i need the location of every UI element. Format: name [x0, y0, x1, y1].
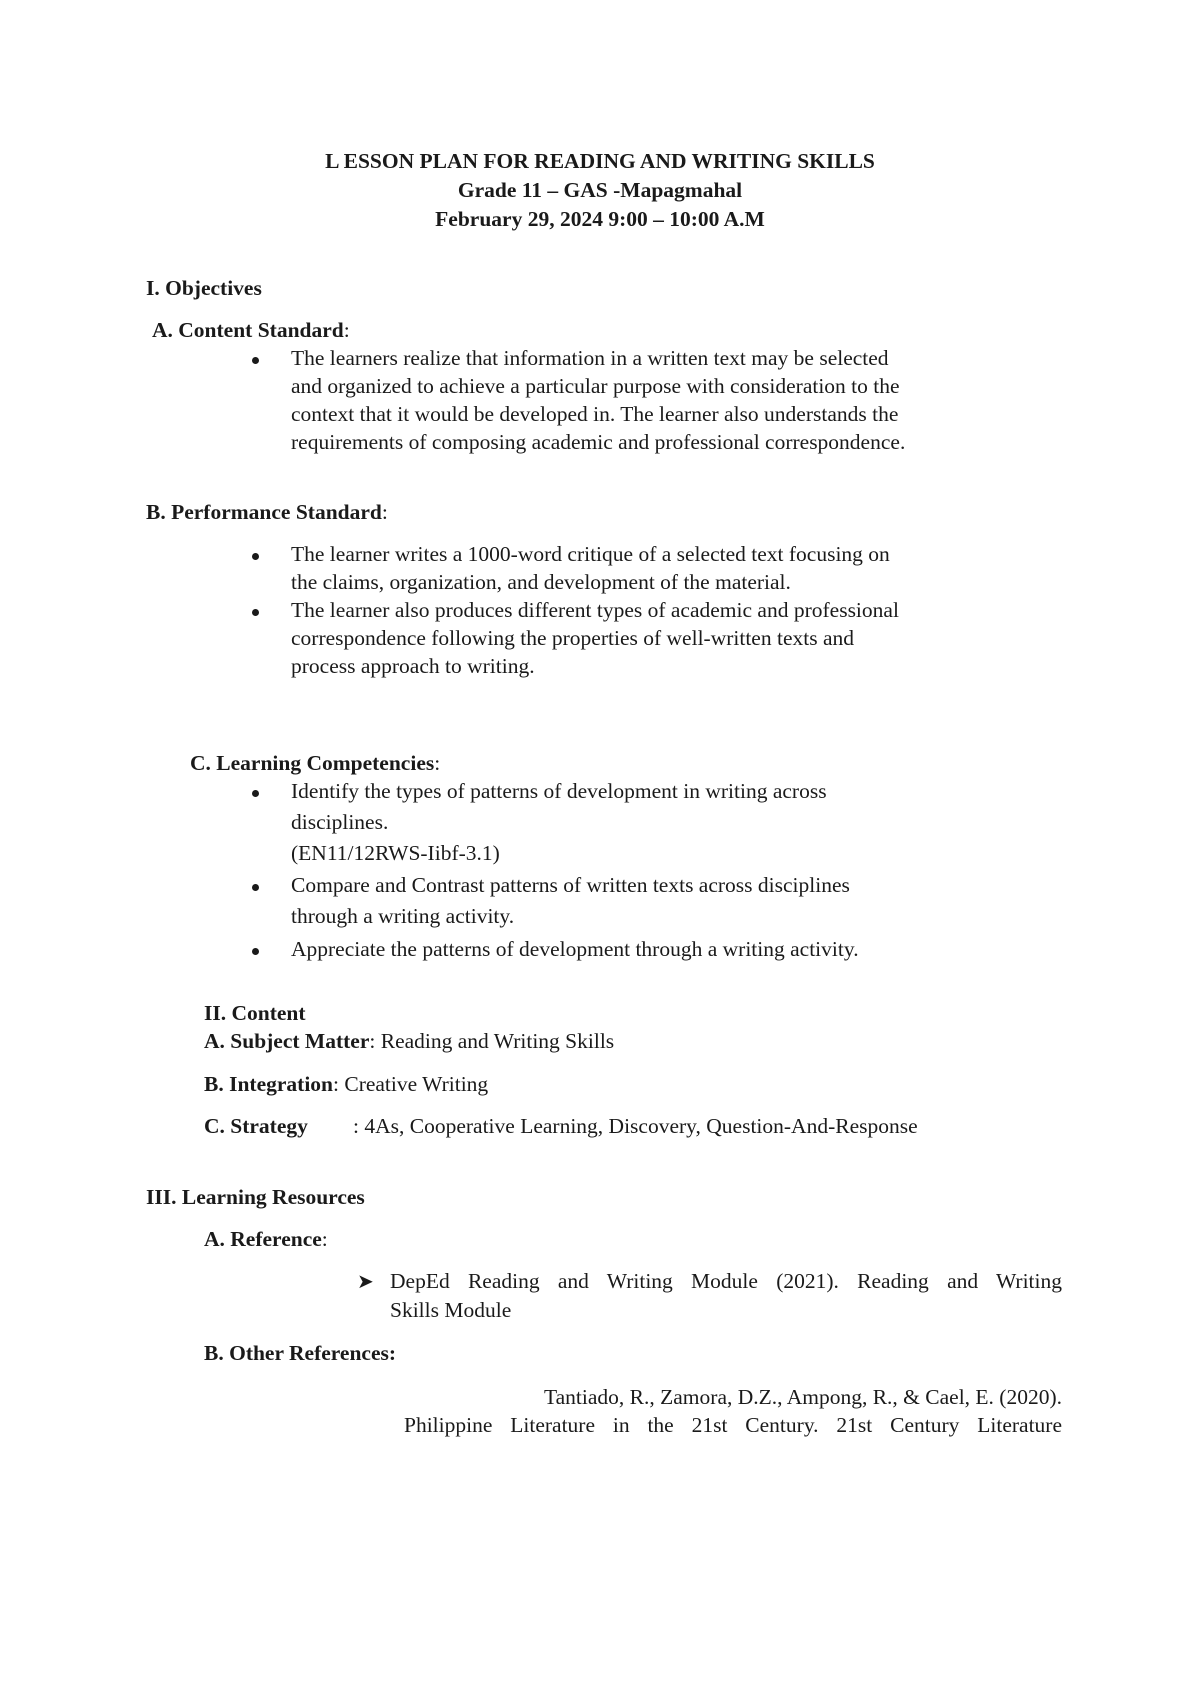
reference-colon: : — [321, 1227, 328, 1251]
filled-circle-bullet-icon — [252, 553, 259, 560]
grade-section: Grade 11 – GAS -Mapagmahal — [457, 178, 743, 202]
integration-label: B. Integration — [204, 1072, 333, 1096]
subject-matter-label: A. Subject Matter — [204, 1029, 370, 1053]
performance-standard-heading — [146, 497, 388, 527]
subject-matter-row — [204, 1026, 614, 1056]
subject-matter-value: : Reading and Writing Skills — [369, 1029, 615, 1053]
content-standard-line: and organized to achieve a particular purpose with consideration to the — [291, 374, 900, 398]
other-reference-line: Tantiado, R., Zamora, D.Z., Ampong, R., & Cael, E. (2020). — [544, 1385, 1062, 1409]
strategy-label: C. Strategy — [204, 1114, 308, 1138]
integration-row — [204, 1069, 488, 1099]
reference-line: DepEd Reading and Writing Module (2021). Reading and Writing — [390, 1269, 1062, 1293]
performance-standard-line: The learner writes a 1000-word critique of a selected text focusing on — [291, 542, 890, 566]
competency-line: Appreciate the patterns of development through a writing activity. — [291, 937, 859, 961]
integration-value: : Creative Writing — [333, 1072, 489, 1096]
document-title: L ESSON PLAN FOR READING AND WRITING SKILLS — [325, 149, 875, 173]
competency-line: Compare and Contrast patterns of written texts across disciplines — [291, 873, 850, 897]
content-standard-line: requirements of composing academic and professional correspondence. — [291, 430, 906, 454]
strategy-row — [204, 1111, 308, 1141]
performance-standard-line: correspondence following the properties of well-written texts and — [291, 626, 854, 650]
content-standard-label: A. Content Standard — [152, 318, 344, 342]
performance-standard-line: the claims, organization, and development of the material. — [291, 570, 791, 594]
filled-circle-bullet-icon — [252, 609, 259, 616]
performance-standard-line: The learner also produces different types of academic and professional — [291, 598, 899, 622]
competency-code: (EN11/12RWS-Iibf-3.1) — [291, 841, 500, 865]
filled-circle-bullet-icon — [252, 357, 259, 364]
content-standard-heading — [152, 315, 350, 345]
learning-competencies-heading — [190, 748, 440, 778]
content-heading: II. Content — [204, 1001, 306, 1025]
lesson-date-time: February 29, 2024 9:00 – 10:00 A.M — [435, 207, 765, 231]
learning-competencies-colon: : — [434, 751, 441, 775]
competency-line: Identify the types of patterns of development in writing across — [291, 779, 827, 803]
competency-line: disciplines. — [291, 810, 389, 834]
competency-line: through a writing activity. — [291, 904, 515, 928]
filled-circle-bullet-icon — [252, 948, 259, 955]
content-standard-line: context that it would be developed in. The learner also understands the — [291, 402, 899, 426]
arrowhead-bullet-icon: ➤ — [357, 1269, 374, 1293]
learning-resources-heading: III. Learning Resources — [146, 1185, 365, 1209]
performance-standard-colon: : — [381, 500, 388, 524]
reference-heading — [204, 1224, 328, 1254]
content-standard-line: The learners realize that information in a written text may be selected — [291, 346, 889, 370]
performance-standard-line: process approach to writing. — [291, 654, 535, 678]
reference-label: A. Reference — [204, 1227, 322, 1251]
learning-competencies-label: C. Learning Competencies — [190, 751, 435, 775]
reference-line: Skills Module — [390, 1298, 512, 1322]
objectives-heading: I. Objectives — [146, 276, 262, 300]
other-references-heading: B. Other References: — [204, 1341, 397, 1365]
content-standard-colon: : — [343, 318, 350, 342]
other-reference-line: Philippine Literature in the 21st Century. 21st Century Literature — [404, 1413, 1062, 1437]
filled-circle-bullet-icon — [252, 790, 259, 797]
strategy-value: : 4As, Cooperative Learning, Discovery, Question-And-Response — [353, 1114, 918, 1138]
filled-circle-bullet-icon — [252, 884, 259, 891]
performance-standard-label: B. Performance Standard — [146, 500, 382, 524]
